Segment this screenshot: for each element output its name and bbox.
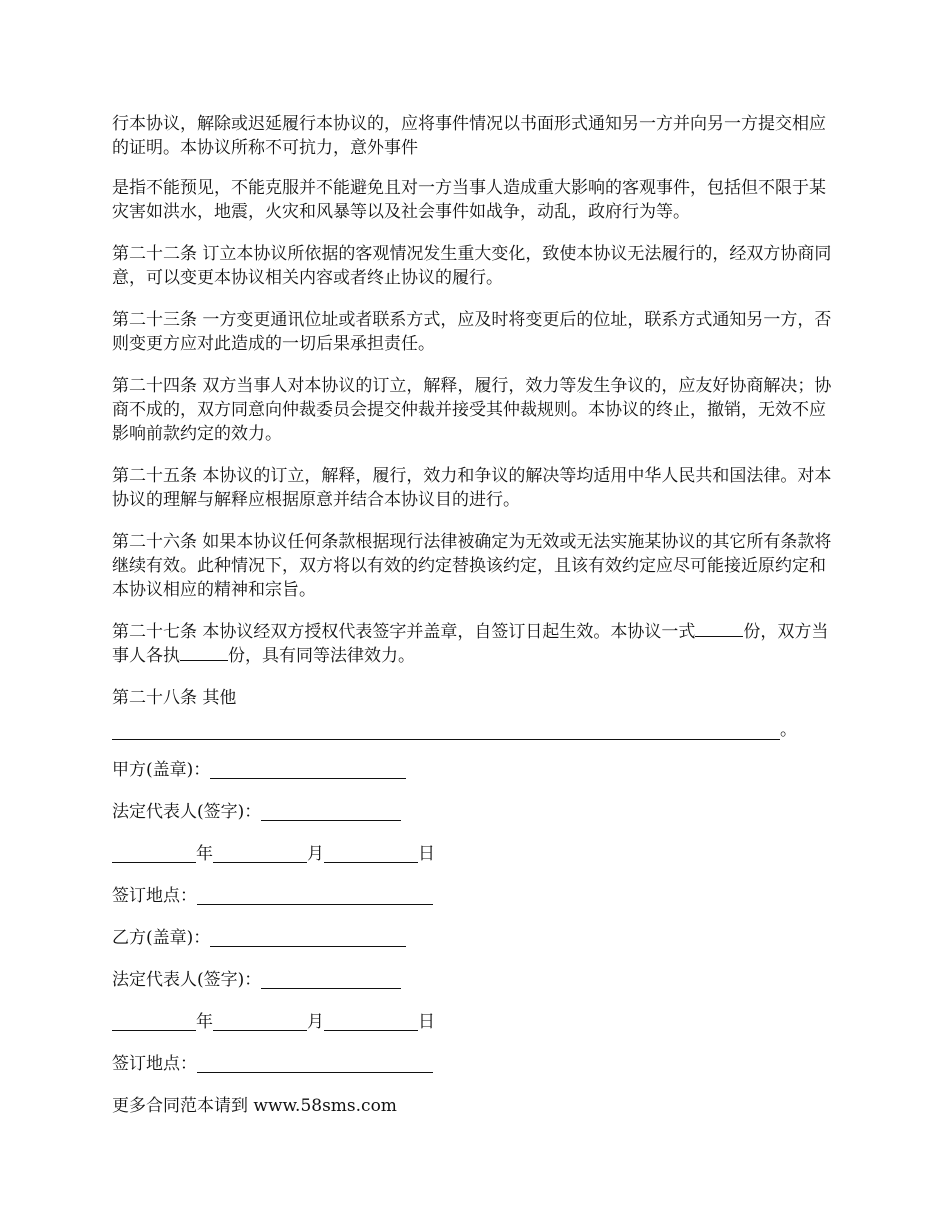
party-b-place-label: 签订地点：	[112, 1054, 197, 1074]
party-b-date-row	[112, 1010, 842, 1034]
copies-total-blank	[695, 620, 743, 637]
party-a-month-label: 月	[307, 844, 324, 864]
paragraph-article-26: 第二十六条 如果本协议任何条款根据现行法律被确定为无效或无法实施某协议的其它所有条款将继续有效。此种情况下，双方将以有效的约定替换该约定，且该有效约定应尽可能接近原约定和本协议相应的精神和宗旨。	[112, 532, 832, 600]
paragraph-article-23: 第二十三条 一方变更通讯位址或者联系方式，应及时将变更后的位址，联系方式通知另一方，否则变更方应对此造成的一切后果承担责任。	[112, 310, 832, 354]
article-28-fill-line	[112, 716, 842, 740]
end-mark: 。	[780, 720, 797, 740]
party-b-day-blank	[324, 1012, 418, 1031]
paragraph-force-majeure-cont: 行本协议，解除或迟延履行本协议的，应将事件情况以书面形式通知另一方并向另一方提交相应的证明。本协议所称不可抗力，意外事件	[112, 114, 826, 158]
footer-text: 更多合同范本请到 www.58sms.com	[112, 1096, 397, 1116]
document-page	[112, 112, 842, 1136]
paragraph-force-majeure-definition: 是指不能预见，不能克服并不能避免且对一方当事人造成重大影响的客观事件，包括但不限于某灾害如洪水，地震，火灾和风暴等以及社会事件如战争，动乱，政府行为等。	[112, 178, 826, 222]
party-a-place-blank	[197, 886, 433, 905]
party-a-month-blank	[213, 844, 307, 863]
party-a-seal-row	[112, 758, 842, 782]
party-b-year-label: 年	[196, 1012, 213, 1032]
party-b-rep-row	[112, 968, 842, 992]
party-a-place-row	[112, 884, 842, 908]
party-b-month-label: 月	[307, 1012, 324, 1032]
party-a-rep-row	[112, 800, 842, 824]
paragraph-article-28: 第二十八条 其他	[112, 688, 237, 708]
other-terms-blank	[112, 721, 780, 740]
party-b-place-blank	[197, 1054, 433, 1073]
party-b-seal-row	[112, 926, 842, 950]
party-b-rep-label: 法定代表人(签字)：	[112, 970, 262, 990]
paragraph-article-25: 第二十五条 本协议的订立，解释，履行，效力和争议的解决等均适用中华人民共和国法律。对本协议的理解与解释应根据原意并结合本协议目的进行。	[112, 466, 832, 510]
party-b-seal-label: 乙方(盖章)：	[112, 928, 211, 948]
copies-each-blank	[180, 644, 228, 661]
paragraph-article-27	[112, 620, 842, 668]
party-a-seal-label: 甲方(盖章)：	[112, 760, 211, 780]
party-a-day-blank	[324, 844, 418, 863]
party-a-year-blank	[112, 844, 196, 863]
party-b-seal-blank	[210, 928, 406, 947]
party-b-day-label: 日	[418, 1012, 435, 1032]
party-a-place-label: 签订地点：	[112, 886, 197, 906]
party-b-rep-blank	[261, 970, 401, 989]
party-a-date-row	[112, 842, 842, 866]
party-a-year-label: 年	[196, 844, 213, 864]
article-27-text-3: 份，具有同等法律效力。	[228, 646, 415, 666]
paragraph-article-22: 第二十二条 订立本协议所依据的客观情况发生重大变化，致使本协议无法履行的，经双方协商同意，可以变更本协议相关内容或者终止协议的履行。	[112, 244, 832, 288]
party-b-month-blank	[213, 1012, 307, 1031]
paragraph-article-24: 第二十四条 双方当事人对本协议的订立，解释，履行，效力等发生争议的，应友好协商解决；协商不成的，双方同意向仲裁委员会提交仲裁并接受其仲裁规则。本协议的终止，撤销，无效不应影响前款约定的效力。	[112, 376, 832, 444]
party-a-rep-label: 法定代表人(签字)：	[112, 802, 262, 822]
party-a-rep-blank	[261, 802, 401, 821]
article-27-text-2: 份，双方当事人各执	[112, 622, 829, 666]
party-b-place-row	[112, 1052, 842, 1076]
party-a-day-label: 日	[418, 844, 435, 864]
party-b-year-blank	[112, 1012, 196, 1031]
party-a-seal-blank	[210, 760, 406, 779]
article-27-text-1: 第二十七条 本协议经双方授权代表签字并盖章，自签订日起生效。本协议一式	[112, 622, 696, 642]
